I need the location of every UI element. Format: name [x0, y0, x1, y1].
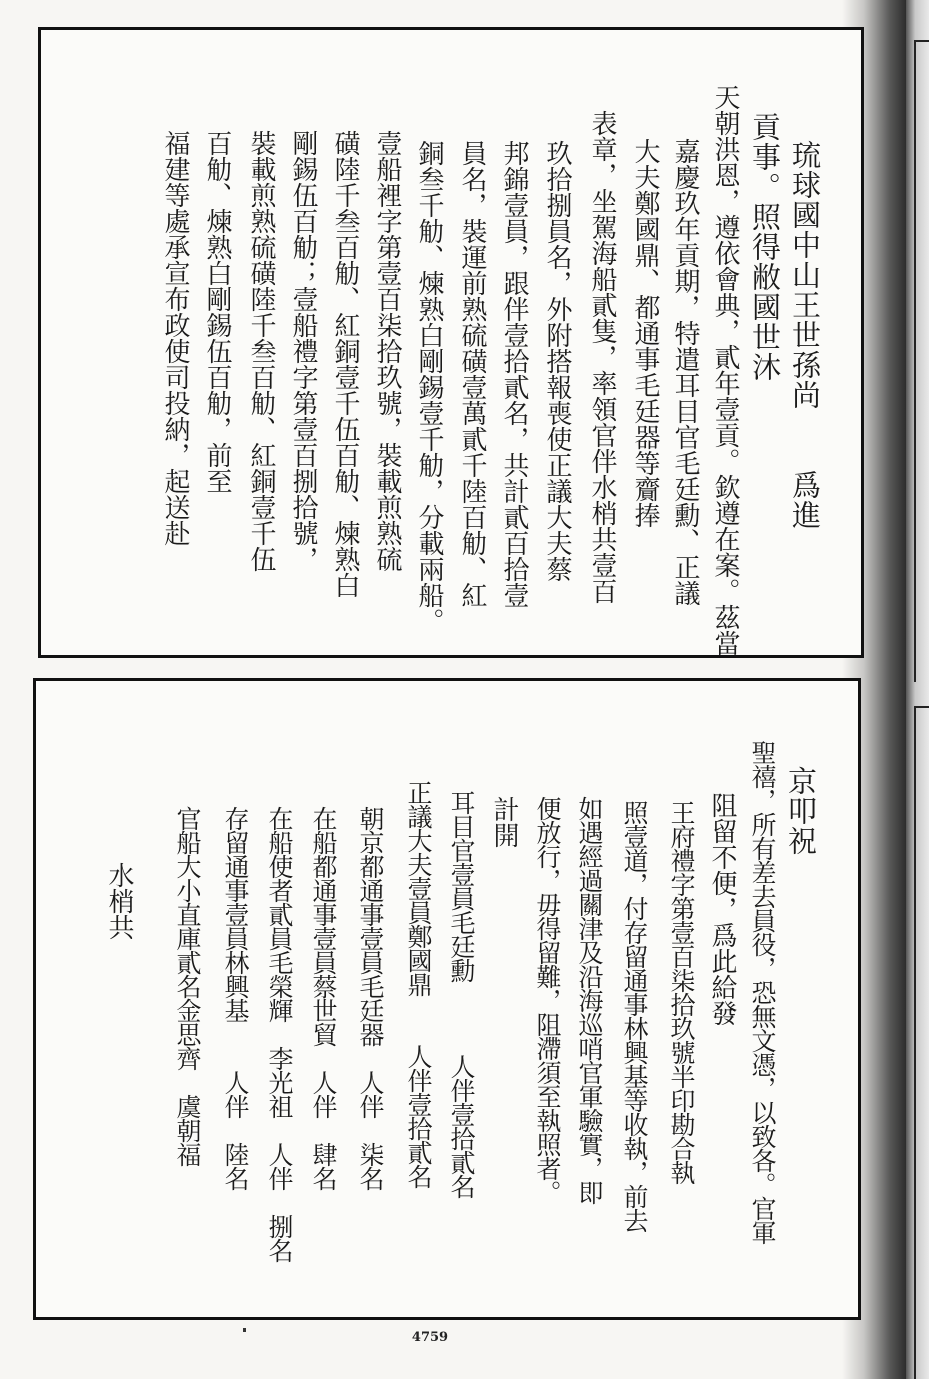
upper-column-4: 嘉慶玖年貢期，特遣耳目官毛廷勳、正議	[670, 138, 700, 606]
upper-column-12: 磺陸千叁百觔、紅銅壹千伍百觔、煉熟白	[330, 130, 360, 598]
upper-column-9: 員名，裝運前熟硫磺壹萬貳千陸百觔、紅	[457, 140, 487, 608]
lower-column-3: 阻留不便，爲此給發	[707, 792, 737, 1026]
lower-column-16: 水梢共	[104, 862, 134, 940]
upper-column-8: 邦錦壹員，跟伴壹拾貳名，共計貳百拾壹	[499, 140, 529, 608]
lower-column-5: 照壹道，付存留通事林興基等收執，前去	[620, 800, 649, 1232]
upper-column-13: 剛錫伍百觔；壹船禮字第壹百捌拾號，	[288, 130, 318, 572]
upper-column-2: 貢事。照得敝國世沐	[748, 112, 782, 382]
scan-speck	[243, 1328, 246, 1332]
lower-column-6: 如遇經過關津及沿海巡哨官軍驗實，即	[575, 796, 604, 1204]
lower-column-7: 便放行，毋得留難，阻滯須至執照者。	[533, 796, 562, 1204]
upper-column-10: 銅叁千觔、煉熟白剛錫壹千觔，分載兩船。	[414, 140, 444, 634]
upper-column-1: 琉球國中山王世孫尚 爲進	[788, 140, 822, 530]
upper-column-16: 福建等處承宣布政使司投納，起送赴	[160, 130, 190, 546]
upper-column-5: 大夫鄭國鼎、都通事毛廷器等齎捧	[630, 138, 660, 528]
lower-column-13: 在船使者貳員毛榮輝 李光祖 人伴 捌名	[265, 806, 294, 1262]
upper-column-14: 裝載煎熟硫磺陸千叁百觔、紅銅壹千伍	[246, 130, 276, 572]
lower-column-10: 正議大夫壹員鄭國鼎 人伴壹拾貳名	[404, 780, 433, 1188]
lower-column-8: 計開	[489, 796, 519, 848]
upper-column-3: 天朝洪恩，遵依會典，貳年壹貢。欽遵在案。茲當	[710, 84, 740, 656]
upper-column-15: 百觔、煉熟白剛錫伍百觔，前至	[202, 130, 232, 494]
page-number: 4759	[411, 1330, 449, 1345]
lower-column-2: 聖禧，所有差去員役，恐無文憑，以致各。官軍	[748, 740, 777, 1244]
facing-page-frame-top	[914, 40, 929, 682]
lower-column-1: 京叩祝	[784, 766, 818, 856]
lower-column-12: 在船都通事壹員蔡世貿 人伴 肆名	[309, 806, 338, 1190]
lower-column-11: 朝京都通事壹員毛廷器 人伴 柒名	[356, 806, 385, 1190]
lower-column-9: 耳目官壹員毛廷勳 人伴壹拾貳名	[447, 790, 476, 1198]
lower-column-14: 存留通事壹員林興基 人伴 陸名	[221, 806, 250, 1190]
lower-column-15: 官船大小直庫貳名金思齊 虞朝福	[173, 806, 202, 1166]
upper-column-11: 壹船裡字第壹百柒拾玖號，裝載煎熟硫	[372, 130, 402, 572]
upper-column-7: 玖拾捌員名，外附搭報喪使正議大夫蔡	[542, 140, 572, 582]
upper-column-6: 表章，坐駕海船貳隻，率領官伴水梢共壹百	[587, 110, 617, 604]
lower-column-4: 王府禮字第壹百柒拾玖號半印勘合執	[667, 800, 696, 1184]
facing-page-frame-bottom	[914, 706, 929, 1379]
